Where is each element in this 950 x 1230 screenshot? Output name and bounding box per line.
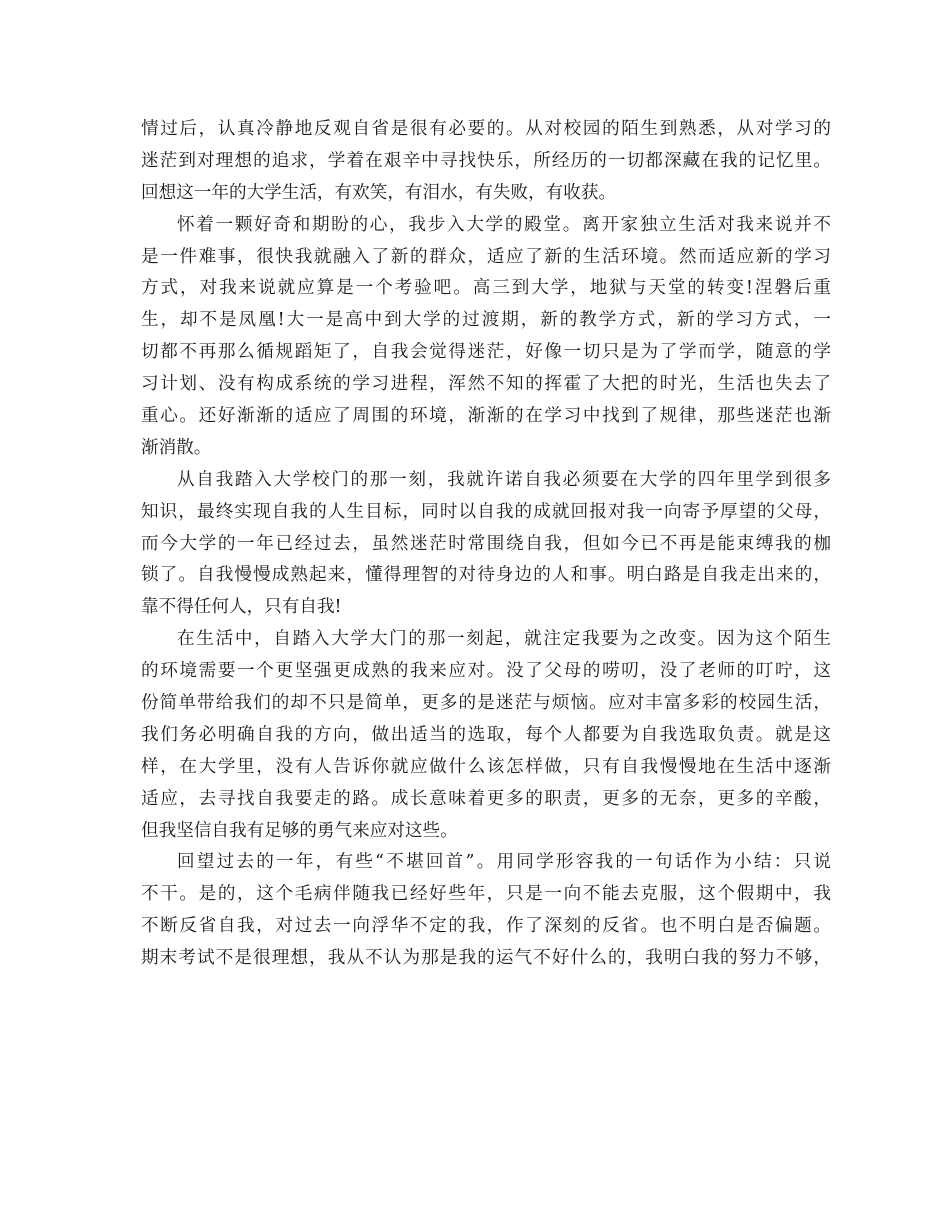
text-line: 是一件难事，很快我就融入了新的群众，适应了新的生活环境。然而适应新的学习 [141,246,831,267]
text-line: 的环境需要一个更坚强更成熟的我来应对。没了父母的唠叨，没了老师的叮咛，这 [141,661,831,682]
text-line: 回望过去的一年，有些“不堪回首”。用同学形容我的一句话作为小结：只说 [177,852,831,873]
paragraph [141,114,831,210]
text-line: 份简单带给我们的却不只是简单，更多的是迷茫与烦恼。应对丰富多彩的校园生活， [141,693,831,714]
text-line: 靠不得任何人，只有自我! [141,597,342,618]
text-line: 但我坚信自我有足够的勇气来应对这些。 [141,820,458,841]
text-line: 怀着一颗好奇和期盼的心，我步入大学的殿堂。离开家独立生活对我来说并不 [177,214,831,235]
document-body [141,114,831,975]
text-line: 回想这一年的大学生活，有欢笑，有泪水，有失败，有收获。 [141,182,617,203]
text-line: 习计划、没有构成系统的学习进程，浑然不知的挥霍了大把的时光，生活也失去了 [141,374,831,395]
text-line: 方式，对我来说就应算是一个考验吧。高三到大学，地狱与天堂的转变!涅磐后重 [141,278,831,299]
text-line: 重心。还好渐渐的适应了周围的环境，渐渐的在学习中找到了规律，那些迷茫也渐 [141,406,831,427]
text-line: 生，却不是凤凰!大一是高中到大学的过渡期，新的教学方式，新的学习方式，一 [141,310,831,331]
text-line: 而今大学的一年已经过去，虽然迷茫时常围绕自我，但如今已不再是能束缚我的枷 [141,533,831,554]
text-line: 切都不再那么循规蹈矩了，自我会觉得迷茫，好像一切只是为了学而学，随意的学 [141,342,831,363]
text-line: 期末考试不是很理想，我从不认为那是我的运气不好什么的，我明白我的努力不够， [141,948,831,969]
paragraph [141,465,831,624]
text-line: 不断反省自我，对过去一向浮华不定的我，作了深刻的反省。也不明白是否偏题。 [141,916,831,937]
text-line: 适应，去寻找自我要走的路。成长意味着更多的职责，更多的无奈，更多的辛酸， [141,788,831,809]
text-line: 不干。是的，这个毛病伴随我已经好些年，只是一向不能去克服，这个假期中，我 [141,884,831,905]
text-line: 知识，最终实现自我的人生目标，同时以自我的成就回报对我一向寄予厚望的父母， [141,501,831,522]
paragraph [141,624,831,847]
text-line: 从自我踏入大学校门的那一刻，我就许诺自我必须要在大学的四年里学到很多 [177,469,831,490]
paragraph [141,210,831,465]
text-line: 迷茫到对理想的追求，学着在艰辛中寻找快乐，所经历的一切都深藏在我的记忆里。 [141,150,831,171]
text-line: 情过后，认真冷静地反观自省是很有必要的。从对校园的陌生到熟悉，从对学习的 [141,119,831,139]
text-line: 我们务必明确自我的方向，做出适当的选取，每个人都要为自我选取负责。就是这 [141,724,831,745]
text-line: 渐消散。 [141,437,212,458]
text-line: 在生活中，自踏入大学大门的那一刻起，就注定我要为之改变。因为这个陌生 [177,629,831,650]
text-line: 锁了。自我慢慢成熟起来，懂得理智的对待身边的人和事。明白路是自我走出来的， [141,565,831,586]
text-line: 样，在大学里，没有人告诉你就应做什么该怎样做，只有自我慢慢地在生活中逐渐 [141,756,831,777]
paragraph [141,847,831,975]
